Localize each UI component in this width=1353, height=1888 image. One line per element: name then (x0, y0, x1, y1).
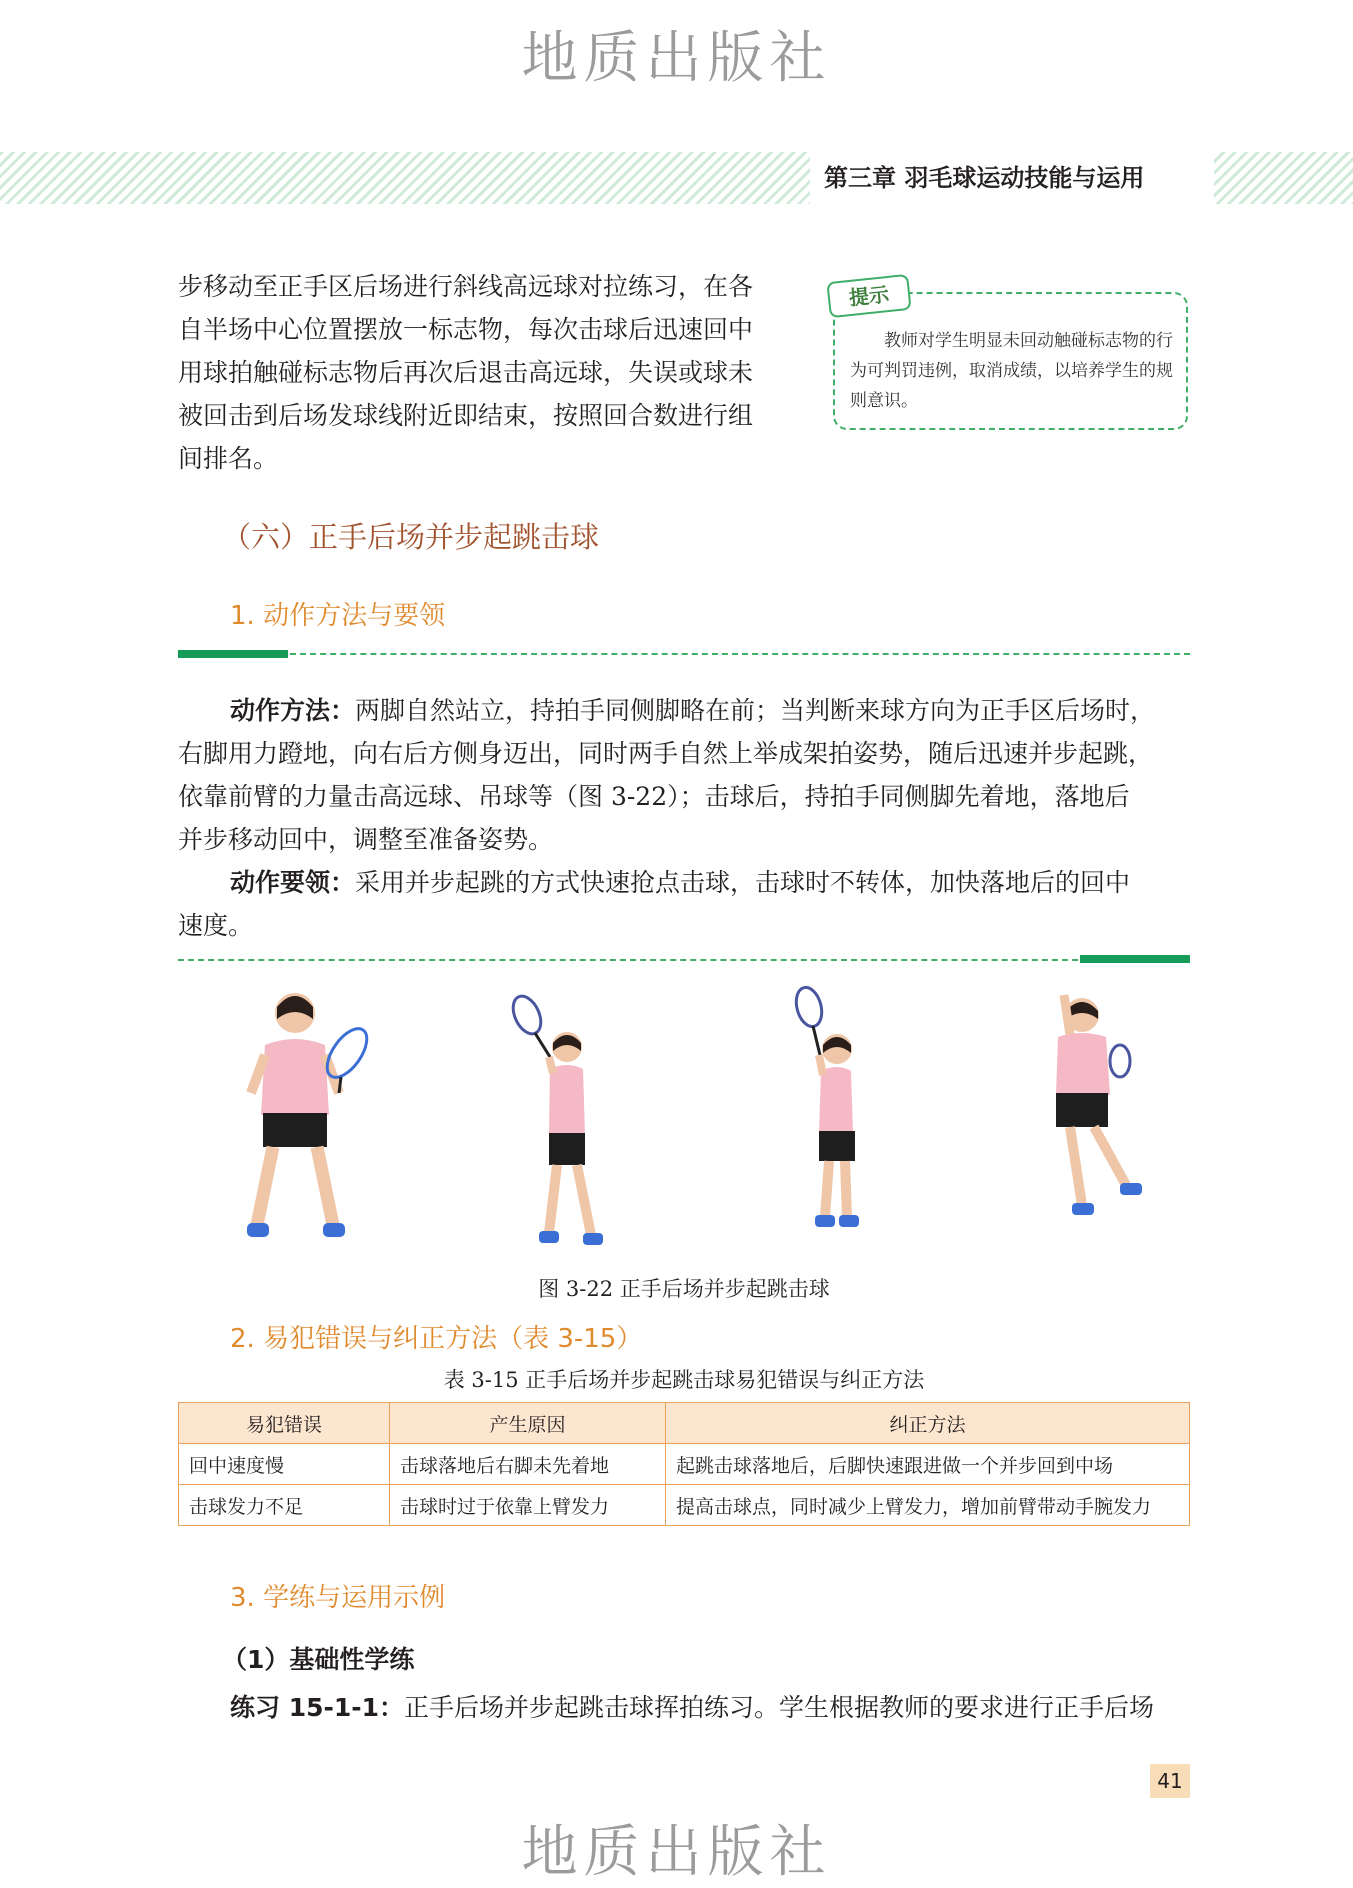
table-cell: 击球时过于依靠上臂发力 (390, 1485, 666, 1526)
intro-line: 间排名。 (178, 444, 279, 473)
table-cell: 击球发力不足 (179, 1485, 390, 1526)
intro-line: 步移动至正手区后场进行斜线高远球对拉练习，在各 (178, 272, 754, 301)
exercise-paragraph (230, 1686, 1190, 1729)
intro-line: 自半场中心位置摆放一标志物，每次击球后迅速回中 (178, 315, 754, 344)
method-line: 两脚自然站立，持拍手同侧脚略在前；当判断来球方向为正手区后场时， (355, 696, 1156, 725)
table-row (179, 1444, 1190, 1485)
exercise-text: 正手后场并步起跳击球挥拍练习。学生根据教师的要求进行正手后场 (404, 1693, 1155, 1722)
dashed-divider (178, 959, 1078, 961)
method-label: 动作方法： (230, 696, 356, 725)
watermark-bottom: 地质出版社 (521, 1820, 832, 1885)
subsection-title-3: 3. 学练与运用示例 (230, 1583, 446, 1613)
method-line: 依靠前臂的力量击高远球、吊球等（图 3-22）；击球后，持拍手同侧脚先着地，落地后 (178, 782, 1130, 811)
dashed-divider (290, 653, 1190, 655)
green-accent-bar (178, 650, 288, 658)
intro-paragraph (178, 265, 818, 480)
figure-photo-sequence (200, 985, 1190, 1265)
subsection-title-2: 2. 易犯错误与纠正方法（表 3-15） (230, 1324, 643, 1354)
intro-line: 被回击到后场发球线附近即结束，按照回合数进行组 (178, 401, 754, 430)
table-header-cell: 易犯错误 (179, 1403, 390, 1444)
chapter-title: 第三章 羽毛球运动技能与运用 (810, 152, 1214, 204)
method-paragraph (178, 689, 1190, 947)
keypoint-line: 采用并步起跳的方式快速抢点击球，击球时不转体，加快落地后的回中 (355, 868, 1131, 897)
method-line: 并步移动回中，调整至准备姿势。 (178, 825, 554, 854)
figure-caption: 图 3-22 正手后场并步起跳击球 (538, 1277, 830, 1301)
page-number: 41 (1150, 1764, 1190, 1798)
intro-line: 用球拍触碰标志物后再次后退击高远球，失误或球未 (178, 358, 754, 387)
keypoint-label: 动作要领： (230, 868, 356, 897)
player-pose-raise (508, 992, 603, 1245)
table-header-row (179, 1403, 1190, 1444)
error-correction-table (178, 1402, 1190, 1526)
table-cell: 起跳击球落地后，后脚快速跟进做一个并步回到中场 (666, 1444, 1190, 1485)
subsubsection-title: （1）基础性学练 (222, 1645, 415, 1674)
method-line: 右脚用力蹬地，向右后方侧身迈出，同时两手自然上举成架拍姿势，随后迅速并步起跳， (178, 739, 1154, 768)
table-cell: 击球落地后右脚未先着地 (390, 1444, 666, 1485)
player-pose-prepare (792, 985, 859, 1227)
player-pose-jump (1056, 995, 1142, 1215)
subsection-title-1: 1. 动作方法与要领 (230, 601, 446, 631)
section-title: （六）正手后场并步起跳击球 (222, 520, 600, 554)
exercise-label: 练习 15-1-1： (230, 1693, 405, 1722)
table-cell: 回中速度慢 (179, 1444, 390, 1485)
player-pose-ready (247, 993, 375, 1237)
tip-text: 教师对学生明显未回动触碰标志物的行为可判罚违例，取消成绩，以培养学生的规则意识。 (850, 331, 1173, 411)
table-row (179, 1485, 1190, 1526)
table-header-cell: 纠正方法 (666, 1403, 1190, 1444)
table-cell: 提高击球点，同时减少上臂发力，增加前臂带动手腕发力 (666, 1485, 1190, 1526)
tip-tag: 提示 (826, 274, 911, 318)
table-caption: 表 3-15 正手后场并步起跳击球易犯错误与纠正方法 (443, 1368, 925, 1392)
watermark-top: 地质出版社 (521, 26, 832, 91)
table-header-cell: 产生原因 (390, 1403, 666, 1444)
green-accent-bar (1080, 955, 1190, 963)
keypoint-line: 速度。 (178, 911, 254, 940)
